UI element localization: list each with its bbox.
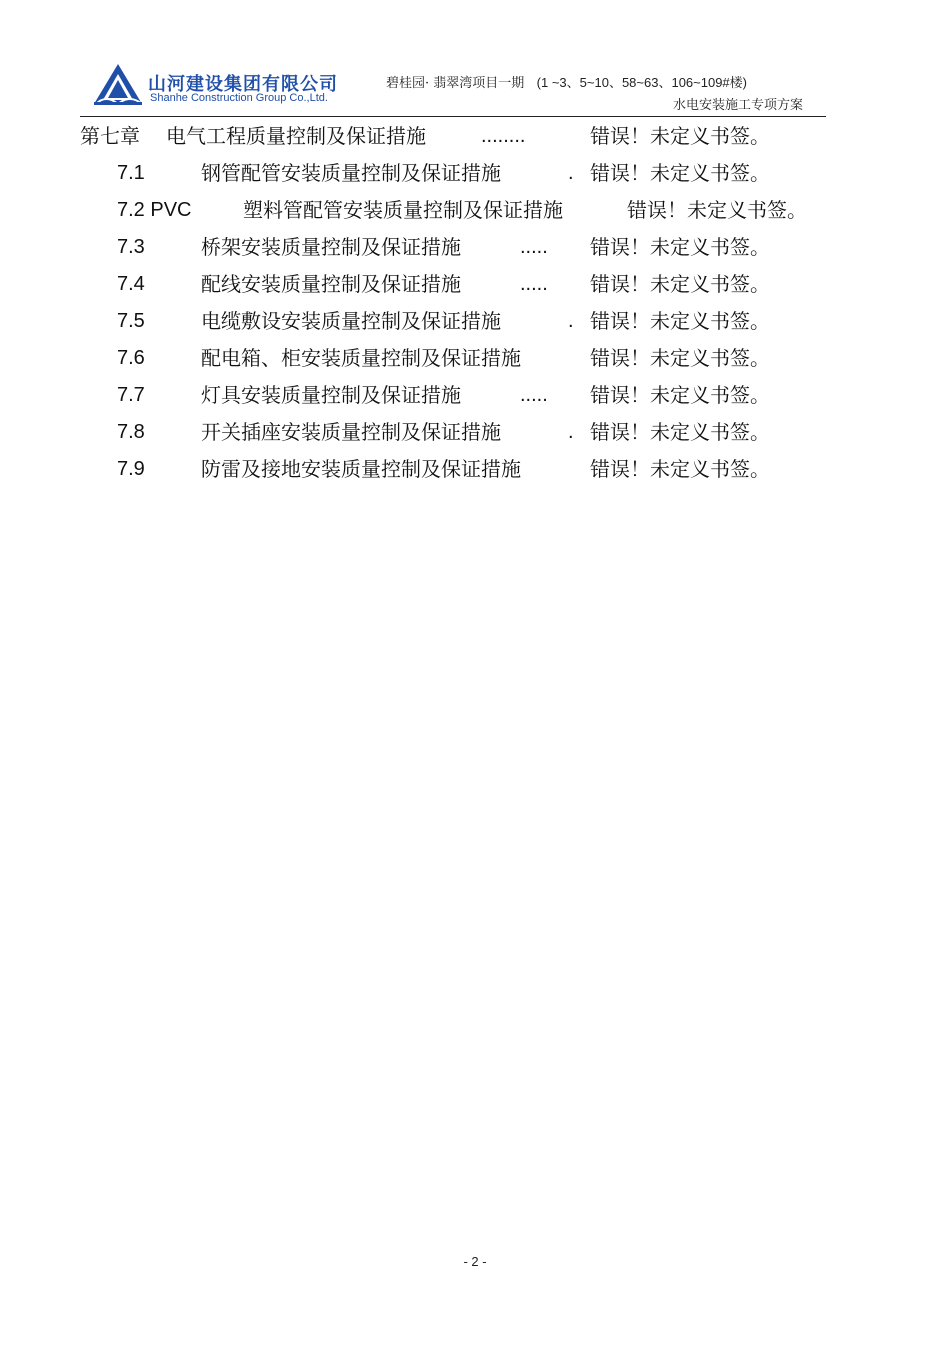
page-number: - 2 -: [463, 1254, 487, 1269]
toc-item-dots: .....: [520, 236, 548, 258]
toc-chapter-title: 电气工程质量控制及保证措施: [166, 124, 426, 148]
toc-chapter-number: 第七章: [80, 124, 140, 148]
toc-item-dots: .: [568, 421, 574, 443]
toc-item-page-ref: 错误！未定义书签。: [590, 272, 770, 296]
company-name-cn: 山河建设集团有限公司: [148, 74, 338, 95]
project-name: 碧桂园· 翡翠湾项目一期: [386, 76, 525, 91]
toc-item-title: 灯具安装质量控制及保证措施: [201, 383, 461, 407]
toc-item-title: 桥架安装质量控制及保证措施: [201, 235, 461, 259]
page-header: [0, 0, 950, 120]
toc-item-title: 配电箱、柜安装质量控制及保证措施: [201, 346, 521, 370]
toc-chapter-page-ref: 错误！未定义书签。: [590, 124, 770, 148]
toc-item-title: 配线安装质量控制及保证措施: [201, 272, 461, 296]
toc-item-title: 钢管配管安装质量控制及保证措施: [201, 161, 501, 185]
toc-item-number: 7.4: [117, 273, 145, 295]
toc-item-number: 7.2 PVC: [117, 199, 192, 221]
toc-item-number: 7.6: [117, 347, 145, 369]
toc-item-title: 电缆敷设安装质量控制及保证措施: [201, 309, 501, 333]
toc-item-row[interactable]: [0, 340, 950, 377]
toc-item-number: 7.9: [117, 458, 145, 480]
toc-item-page-ref: 错误！未定义书签。: [590, 457, 770, 481]
toc-item-title: 塑料管配管安装质量控制及保证措施: [243, 198, 563, 222]
toc-item-page-ref: 错误！未定义书签。: [627, 198, 807, 222]
company-name-en: Shanhe Construction Group Co.,Ltd.: [150, 92, 328, 104]
document-title: 水电安装施工专项方案: [672, 98, 803, 113]
toc-item-number: 7.3: [117, 236, 145, 258]
toc-item-title: 开关插座安装质量控制及保证措施: [201, 420, 501, 444]
toc-item-page-ref: 错误！未定义书签。: [590, 235, 770, 259]
toc-item-row[interactable]: [0, 229, 950, 266]
toc-item-dots: .: [568, 162, 574, 184]
toc-item-row[interactable]: [0, 155, 950, 192]
toc-item-page-ref: 错误！未定义书签。: [590, 420, 770, 444]
toc-item-row[interactable]: [0, 414, 950, 451]
toc-item-row[interactable]: [0, 377, 950, 414]
toc-item-row[interactable]: [0, 192, 950, 229]
toc-item-dots: .....: [520, 273, 548, 295]
header-divider: [80, 116, 826, 117]
toc-item-number: 7.5: [117, 310, 145, 332]
toc-item-page-ref: 错误！未定义书签。: [590, 309, 770, 333]
project-buildings: (1 ~3、5~10、58~63、106~109#楼): [536, 75, 747, 90]
project-title: [386, 72, 747, 91]
toc-chapter-dots: ........: [481, 125, 526, 147]
toc-item-page-ref: 错误！未定义书签。: [590, 346, 770, 370]
toc-item-page-ref: 错误！未定义书签。: [590, 383, 770, 407]
toc-chapter-row[interactable]: [0, 118, 950, 155]
company-logo-icon: [92, 62, 144, 106]
toc-item-number: 7.1: [117, 162, 145, 184]
toc-item-number: 7.8: [117, 421, 145, 443]
toc-item-row[interactable]: [0, 451, 950, 488]
toc-item-dots: .: [568, 310, 574, 332]
toc-item-title: 防雷及接地安装质量控制及保证措施: [201, 457, 521, 481]
toc-item-dots: .....: [520, 384, 548, 406]
toc-item-row[interactable]: [0, 266, 950, 303]
toc-item-page-ref: 错误！未定义书签。: [590, 161, 770, 185]
toc-item-number: 7.7: [117, 384, 145, 406]
toc-item-row[interactable]: [0, 303, 950, 340]
